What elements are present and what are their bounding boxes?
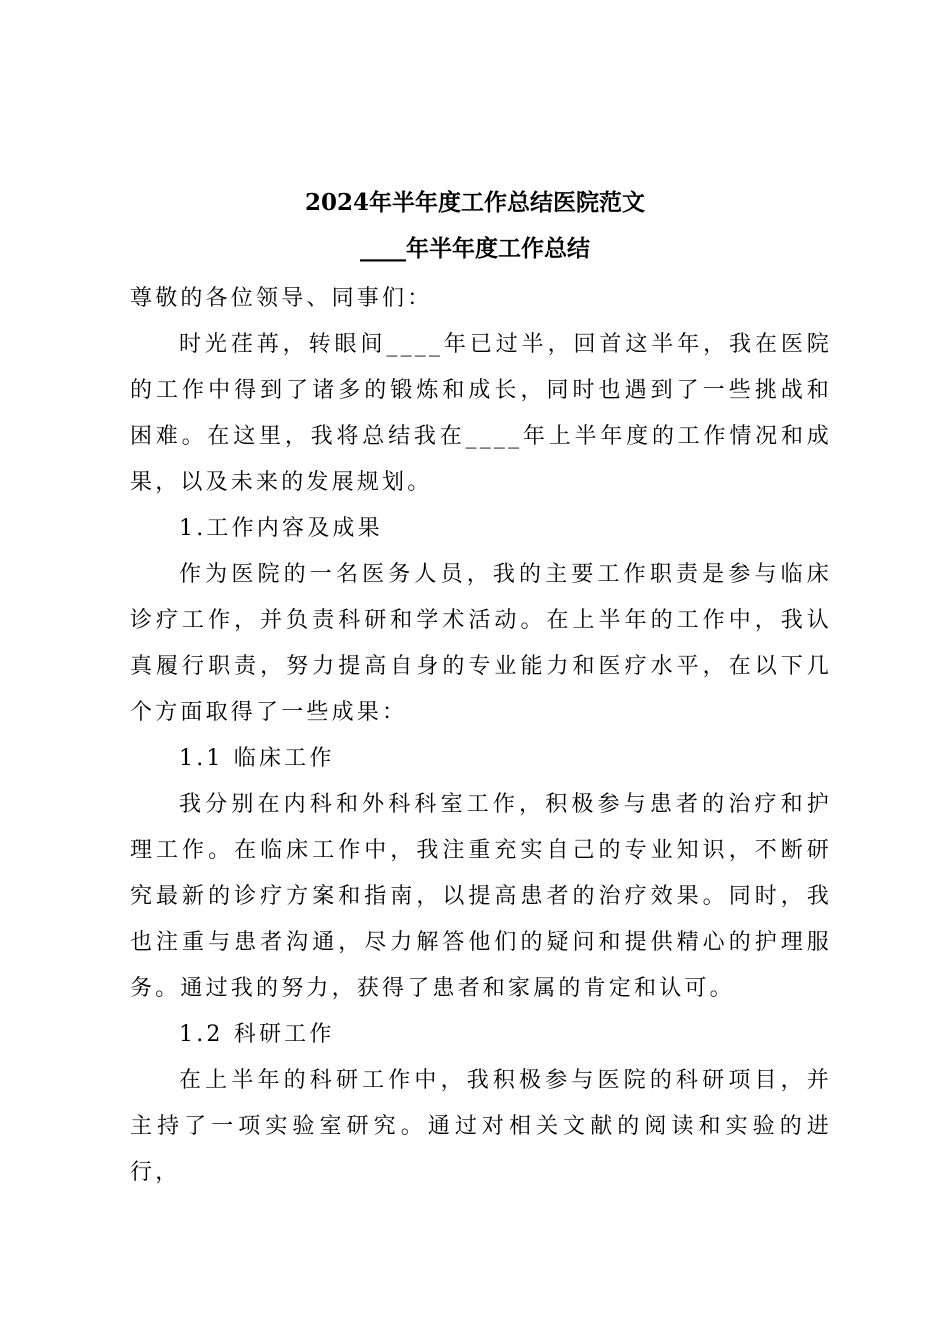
paragraph-work-content: 作为医院的一名医务人员，我的主要工作职责是参与临床诊疗工作，并负责科研和学术活动。在上半年的工作中，我认真履行职责，努力提高自身的专业能力和医疗水平，在以下几个方面取得了一些成果： <box>130 562 832 725</box>
document-body <box>130 276 832 1196</box>
section-heading-work-content: 1.工作内容及成果 <box>179 516 383 541</box>
section-heading-clinical-work: 1.1 临床工作 <box>179 746 335 771</box>
salutation: 尊敬的各位领导、同事们： <box>130 286 433 311</box>
document-subtitle: ____年半年度工作总结 <box>360 235 590 262</box>
document-title: 2024年半年度工作总结医院范文 <box>304 189 645 216</box>
section-heading-research-work: 1.2 科研工作 <box>179 1022 335 1047</box>
paragraph-clinical-work: 我分别在内科和外科科室工作，积极参与患者的治疗和护理工作。在临床工作中，我注重充实自己的专业知识，不断研究最新的诊疗方案和指南，以提高患者的治疗效果。同时，我也注重与患者沟通，尽力解答他们的疑问和提供精心的护理服务。通过我的努力，获得了患者和家属的肯定和认可。 <box>130 792 832 1001</box>
paragraph-research-work: 在上半年的科研工作中，我积极参与医院的科研项目，并主持了一项实验室研究。通过对相关文献的阅读和实验的进行， <box>130 1068 832 1185</box>
paragraph-intro: 时光荏苒，转眼间____年已过半，回首这半年，我在医院的工作中得到了诸多的锻炼和成长，同时也遇到了一些挑战和困难。在这里，我将总结我在____年上半年度的工作情况和成果，以及未来的发展规划。 <box>130 332 832 495</box>
